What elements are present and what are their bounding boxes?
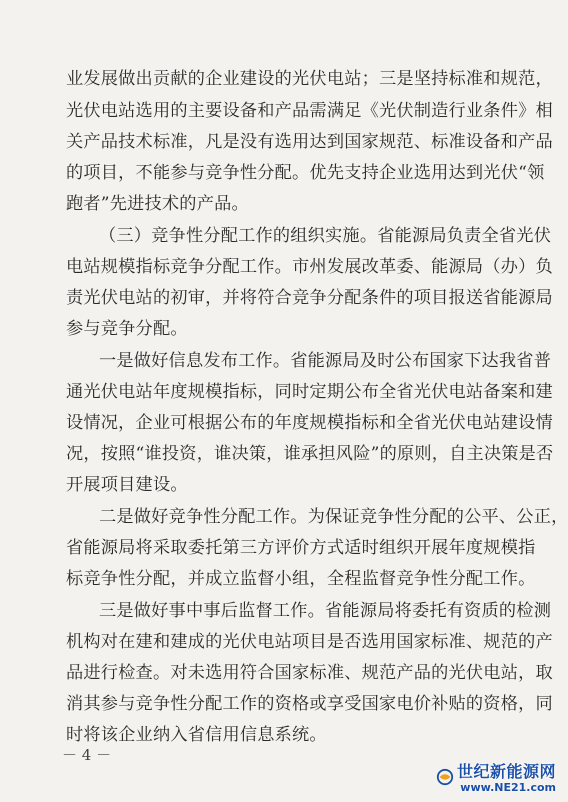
text-line: 业发展做出贡献的企业建设的光伏电站；三是坚持标准和规范，	[66, 69, 553, 89]
text-line: 的项目，不能参与竞争性分配。优先支持企业选用达到光伏“领	[66, 163, 545, 183]
text-line: 二是做好竞争性分配工作。为保证竞争性分配的公平、公正，	[99, 507, 568, 527]
text-line: 光伏电站选用的主要设备和产品需满足《光伏制造行业条件》相	[66, 101, 553, 121]
text-line: 省能源局将采取委托第三方评价方式适时组织开展年度规模指	[66, 538, 536, 558]
text-line: 三是做好事中事后监督工作。省能源局将委托有资质的检测	[99, 601, 552, 621]
text-line: 设情况，企业可根据公布的年度规模指标和全省光伏电站建设情	[66, 413, 553, 433]
text-line: 电站规模指标竞争分配工作。市州发展改革委、能源局（办）负	[66, 257, 553, 277]
text-line: 关产品技术标准，凡是没有选用达到国家规范、标准设备和产品	[66, 132, 553, 152]
text-line: 开展项目建设。	[66, 475, 188, 495]
text-line: 责光伏电站的初审，并将符合竞争分配条件的项目报送省能源局	[66, 288, 553, 308]
text-line: 标竞争性分配，并成立监督小组，全程监督竞争性分配工作。	[66, 569, 536, 589]
site-watermark	[430, 756, 560, 802]
text-line: 通光伏电站年度规模指标，同时定期公布全省光伏电站备案和建	[66, 382, 553, 402]
section-heading-line: （三）竞争性分配工作的组织实施。省能源局负责全省光伏	[99, 226, 552, 246]
text-line: 参与竞争分配。	[66, 319, 188, 339]
text-line: 品进行检查。对未选用符合国家标准、规范产品的光伏电站，取	[66, 663, 553, 683]
text-line: 况，按照“谁投资，谁决策，谁承担风险”的原则，自主决策是否	[66, 444, 554, 464]
page-number: － 4 －	[62, 746, 112, 764]
text-line: 机构对在建和建成的光伏电站项目是否选用国家标准、规范的产	[66, 632, 553, 652]
text-line: 跑者”先进技术的产品。	[66, 194, 249, 214]
globe-logo-icon	[436, 768, 454, 786]
watermark-site-name: 世纪新能源网	[456, 762, 556, 781]
text-line: 一是做好信息发布工作。省能源局及时公布国家下达我省普	[99, 351, 552, 371]
text-line: 时将该企业纳入省信用信息系统。	[66, 725, 327, 745]
watermark-site-url: www.NE21.com	[460, 781, 556, 794]
text-line: 消其参与竞争性分配工作的资格或享受国家电价补贴的资格，同	[66, 694, 553, 714]
